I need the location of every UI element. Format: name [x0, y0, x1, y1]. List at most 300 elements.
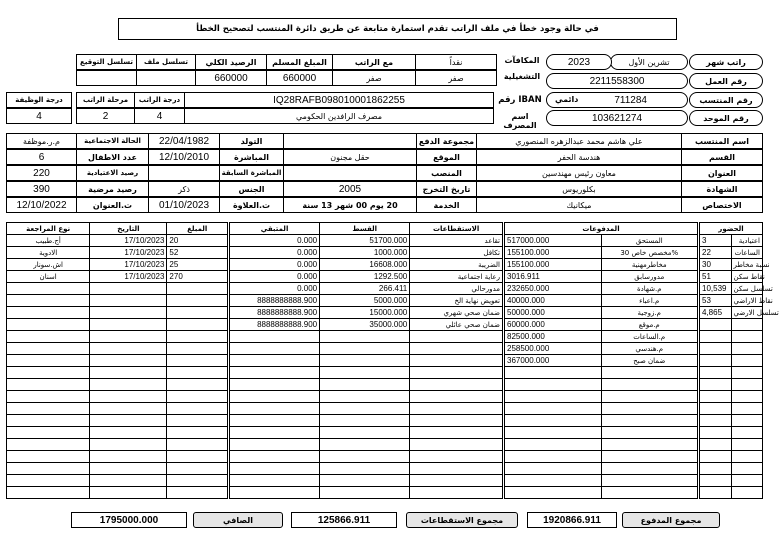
attendance-label: نقاط الاراضي [731, 295, 763, 307]
earnings-value: 155100.000 [505, 247, 602, 259]
table-row [700, 439, 763, 451]
earnings-value [505, 379, 602, 391]
attendance-value [700, 355, 732, 367]
dept-label: القسم [681, 149, 763, 165]
table-row [700, 463, 763, 475]
deduction-installment [320, 475, 410, 487]
attendance-value [700, 463, 732, 475]
ref-type [7, 403, 90, 415]
start-label: المباشرة [219, 149, 284, 165]
table-row [505, 439, 698, 451]
total-balance-label: الرصيد الكلي [195, 54, 267, 70]
table-row [505, 295, 698, 307]
attendance-label: نسبة مخاطر [731, 259, 763, 271]
earnings-value [505, 463, 602, 475]
raise-date-value: 01/10/2023 [148, 197, 220, 213]
marital-value: م.ر.موظفة [6, 133, 77, 149]
table-row [230, 343, 503, 355]
deduction-name: الضريبة [410, 259, 503, 271]
table-row [505, 283, 698, 295]
attendance-value [700, 439, 732, 451]
ref-amount [167, 463, 228, 475]
deduction-remaining: 0.000 [230, 271, 320, 283]
attendance-value: 10,539 [700, 283, 732, 295]
ref-date [90, 475, 167, 487]
deduction-name [410, 331, 503, 343]
deduction-name: مدورحالي [410, 283, 503, 295]
table-row [230, 331, 503, 343]
sign-seq-label: تسلسل التوقيع [76, 54, 137, 70]
ref-type [7, 295, 90, 307]
ref-type [7, 463, 90, 475]
operational-label: التشغيلية [503, 72, 541, 81]
ref-amount [167, 367, 228, 379]
file-seq-label: تسلسل ملف [136, 54, 196, 70]
member-no-label: رقم المنتسب [689, 92, 763, 108]
ref-amount [167, 403, 228, 415]
attendance-label [731, 391, 763, 403]
attendance-label: اعتيادية [731, 235, 763, 247]
cert-value: بكلوريوس [476, 181, 682, 197]
attendance-label [731, 343, 763, 355]
marital-label: الحالة الاجتماعية [76, 133, 149, 149]
table-row [230, 487, 503, 499]
bank-value: مصرف الرافدين الحكومي [184, 108, 494, 124]
earnings-name: ضمان صبح [601, 355, 698, 367]
attendance-label [731, 403, 763, 415]
table-row [7, 415, 228, 427]
position-label: المنصب [416, 165, 477, 181]
table-row [7, 283, 228, 295]
table-row [700, 487, 763, 499]
deduction-installment [320, 343, 410, 355]
iban-label: رقم IBAN [498, 95, 542, 105]
table-row [230, 451, 503, 463]
attendance-value [700, 487, 732, 499]
earnings-value: 517000.000 [505, 235, 602, 247]
table-row [505, 463, 698, 475]
earnings-value: 82500.000 [505, 331, 602, 343]
attendance-value [700, 343, 732, 355]
table-row [505, 343, 698, 355]
attendance-label [731, 451, 763, 463]
table-row [230, 463, 503, 475]
table-row [7, 475, 228, 487]
dept-value: هندسة الحفر [476, 149, 682, 165]
deduction-remaining [230, 463, 320, 475]
deduction-remaining [230, 343, 320, 355]
deduction-installment [320, 331, 410, 343]
table-row [230, 271, 503, 283]
bank-label: اسم المصرف [503, 112, 537, 130]
ref-amount [167, 283, 228, 295]
attendance-label [731, 439, 763, 451]
deduction-installment [320, 487, 410, 499]
attendance-label: تسلسل سكن [731, 283, 763, 295]
paid-amount-label: المبلغ المسلم [266, 54, 333, 70]
table-row [7, 319, 228, 331]
attendance-label [731, 427, 763, 439]
ref-date [90, 355, 167, 367]
deduction-remaining: 8888888888.900 [230, 295, 320, 307]
with-salary-label: مع الراتب [332, 54, 416, 70]
attendance-value [700, 451, 732, 463]
earnings-name [601, 427, 698, 439]
table-row [505, 271, 698, 283]
attendance-label: نقاط سكن [731, 271, 763, 283]
ref-date [90, 439, 167, 451]
ref-amount: 52 [167, 247, 228, 259]
table-row [700, 475, 763, 487]
table-row [700, 355, 763, 367]
ref-amount [167, 307, 228, 319]
earnings-value: 3016.911 [505, 271, 602, 283]
salary-grade-value: 4 [134, 108, 185, 124]
attendance-value [700, 379, 732, 391]
table-row [230, 403, 503, 415]
ref-date [90, 343, 167, 355]
birth-value: 22/04/1982 [148, 133, 220, 149]
attendance-value [700, 475, 732, 487]
table-row [7, 439, 228, 451]
earnings-name: المستحق [601, 235, 698, 247]
earnings-name [601, 463, 698, 475]
deduction-name [410, 403, 503, 415]
attendance-label [731, 415, 763, 427]
ref-amount [167, 319, 228, 331]
ref-date-header: التاريخ [90, 223, 167, 235]
grad-date-value: 2005 [283, 181, 417, 197]
deduction-name [410, 415, 503, 427]
ref-type [7, 475, 90, 487]
deduction-remaining: 0.000 [230, 235, 320, 247]
table-row [230, 427, 503, 439]
deduction-installment: 51700.000 [320, 235, 410, 247]
deduction-name: تقاعد [410, 235, 503, 247]
deduction-installment: 15000.000 [320, 307, 410, 319]
work-no-value: 2211558300 [546, 73, 688, 89]
earnings-name [601, 391, 698, 403]
deduction-installment: 1000.000 [320, 247, 410, 259]
earnings-name: مدورسابق [601, 271, 698, 283]
table-row [230, 367, 503, 379]
earnings-name: م.موقع [601, 319, 698, 331]
table-row [7, 427, 228, 439]
references-table [6, 222, 228, 499]
start-value: 12/10/2010 [148, 149, 220, 165]
deduction-installment [320, 451, 410, 463]
deductions-header: الاستقطاعات [410, 223, 503, 235]
normal-balance-value: 220 [6, 165, 77, 181]
ref-type [7, 427, 90, 439]
attendance-value: 3 [700, 235, 732, 247]
ref-amount [167, 451, 228, 463]
earnings-value: 40000.000 [505, 295, 602, 307]
table-row [7, 379, 228, 391]
table-row [505, 403, 698, 415]
earnings-name [601, 415, 698, 427]
earnings-name: م.شهادة [601, 283, 698, 295]
earnings-value: 155100.000 [505, 259, 602, 271]
ref-date [90, 307, 167, 319]
earnings-value [505, 403, 602, 415]
deduction-remaining [230, 367, 320, 379]
earnings-name: م.زوجية [601, 307, 698, 319]
attendance-value [700, 415, 732, 427]
deduction-installment [320, 355, 410, 367]
birth-label: التولد [219, 133, 284, 149]
attendance-label [731, 367, 763, 379]
attendance-value [700, 403, 732, 415]
table-row [230, 439, 503, 451]
ref-amount [167, 331, 228, 343]
deduction-installment: 35000.000 [320, 319, 410, 331]
deduction-installment [320, 427, 410, 439]
deduction-installment [320, 415, 410, 427]
deduction-remaining [230, 391, 320, 403]
member-no-value: 711284 [546, 92, 688, 108]
deduction-remaining: 0.000 [230, 283, 320, 295]
attendance-value: 4,865 [700, 307, 732, 319]
pay-group-label: مجموعة الدفع [416, 133, 477, 149]
attendance-table [699, 222, 779, 499]
table-row [7, 355, 228, 367]
ref-type: الادوية [7, 247, 90, 259]
pay-group-value [283, 133, 417, 149]
deduction-remaining [230, 355, 320, 367]
attendance-label [731, 379, 763, 391]
table-row [700, 379, 763, 391]
ref-type [7, 343, 90, 355]
earnings-name: مخصص خاص 30% [601, 247, 698, 259]
attendance-label [731, 355, 763, 367]
table-row [700, 343, 763, 355]
earnings-value [505, 487, 602, 499]
ref-date [90, 295, 167, 307]
member-kind: دائمي [555, 95, 579, 104]
deduction-name [410, 451, 503, 463]
table-row [230, 319, 503, 331]
salary-stage-value: 2 [76, 108, 135, 124]
job-grade-value: 4 [6, 108, 72, 124]
table-row [505, 427, 698, 439]
earnings-value: 232650.000 [505, 283, 602, 295]
deduction-remaining [230, 379, 320, 391]
deduction-name: ضمان صحي شهري [410, 307, 503, 319]
deduction-installment: 266.411 [320, 283, 410, 295]
table-row [7, 403, 228, 415]
sick-balance-label: رصيد مرضية [76, 181, 149, 197]
deduction-remaining [230, 475, 320, 487]
table-row [700, 367, 763, 379]
total-deductions-label: مجموع الاستقطاعات [406, 512, 518, 528]
earnings-name [601, 487, 698, 499]
ref-type [7, 379, 90, 391]
deduction-name [410, 355, 503, 367]
ref-date [90, 391, 167, 403]
ref-amount [167, 487, 228, 499]
table-row [230, 415, 503, 427]
deduction-installment [320, 367, 410, 379]
ref-date: 17/10/2023 [90, 235, 167, 247]
deduction-remaining [230, 487, 320, 499]
ref-date [90, 283, 167, 295]
attendance-label [731, 463, 763, 475]
deduction-remaining [230, 331, 320, 343]
spec-label: الاختصاص [681, 197, 763, 213]
table-row [7, 331, 228, 343]
earnings-value [505, 427, 602, 439]
table-row [505, 247, 698, 259]
cert-label: الشهادة [681, 181, 763, 197]
earnings-value: 60000.000 [505, 319, 602, 331]
deduction-remaining [230, 415, 320, 427]
deduction-remaining [230, 403, 320, 415]
table-row [7, 451, 228, 463]
table-row [700, 295, 763, 307]
earnings-name [601, 379, 698, 391]
table-row [230, 247, 503, 259]
attendance-label [731, 331, 763, 343]
children-value: 6 [6, 149, 77, 165]
remaining-header: المتبقي [230, 223, 320, 235]
earnings-name: م.الساعات [601, 331, 698, 343]
table-row [505, 355, 698, 367]
attendance-value: 51 [700, 271, 732, 283]
operational-value: صفر [415, 70, 497, 86]
table-row [700, 403, 763, 415]
ref-amount: 25 [167, 259, 228, 271]
bonus-cash: نقداً [415, 54, 497, 70]
ref-type [7, 415, 90, 427]
total-earnings-label: مجموع المدفوع [622, 512, 720, 528]
service-value: 20 يوم 00 شهر 13 سنة [283, 197, 417, 213]
table-row [7, 343, 228, 355]
title-label: العنوان [681, 165, 763, 181]
earnings-value [505, 391, 602, 403]
title-date-label: ت.العنوان [76, 197, 149, 213]
ref-type [7, 451, 90, 463]
table-row [505, 451, 698, 463]
ref-date: 17/10/2023 [90, 271, 167, 283]
ref-type [7, 283, 90, 295]
table-row [230, 295, 503, 307]
table-row [505, 475, 698, 487]
table-row [7, 367, 228, 379]
ref-date [90, 427, 167, 439]
ref-type [7, 355, 90, 367]
table-row [230, 355, 503, 367]
table-row [505, 235, 698, 247]
table-row [7, 463, 228, 475]
earnings-name: م.هندسي [601, 343, 698, 355]
table-row [700, 427, 763, 439]
deduction-remaining [230, 439, 320, 451]
deduction-remaining: 8888888888.900 [230, 307, 320, 319]
ref-date: 17/10/2023 [90, 247, 167, 259]
attendance-label [731, 475, 763, 487]
earnings-name: م.اعباء [601, 295, 698, 307]
attendance-label: تسلسل الارضي [731, 307, 763, 319]
table-row [700, 259, 763, 271]
earnings-value [505, 415, 602, 427]
table-row [700, 451, 763, 463]
earnings-name [601, 367, 698, 379]
table-row [505, 391, 698, 403]
ref-type [7, 307, 90, 319]
installment-header: القسط [320, 223, 410, 235]
deduction-remaining: 0.000 [230, 259, 320, 271]
earnings-table [504, 222, 698, 499]
attendance-value [700, 319, 732, 331]
paid-amount-value: 660000 [266, 70, 333, 86]
deduction-name [410, 367, 503, 379]
deduction-remaining: 8888888888.900 [230, 319, 320, 331]
earnings-name: مخاطرمهنية [601, 259, 698, 271]
ref-amount: 270 [167, 271, 228, 283]
ref-date [90, 451, 167, 463]
deduction-remaining: 0.000 [230, 247, 320, 259]
normal-balance-label: رصيد الاعتيادية [76, 165, 149, 181]
ref-type [7, 439, 90, 451]
table-row [230, 283, 503, 295]
deduction-name: تعويض نهاية الخ [410, 295, 503, 307]
attendance-value: 22 [700, 247, 732, 259]
total-deductions-value: 125866.911 [291, 512, 397, 528]
deduction-name [410, 475, 503, 487]
children-label: عدد الاطفال [76, 149, 149, 165]
table-row [230, 391, 503, 403]
attendance-header: الحضور [700, 223, 763, 235]
deduction-name: تكافل [410, 247, 503, 259]
ref-date [90, 415, 167, 427]
table-row [7, 487, 228, 499]
ref-amount [167, 391, 228, 403]
earnings-header: المدفوعات [505, 223, 698, 235]
table-row [230, 235, 503, 247]
ref-amount [167, 439, 228, 451]
ref-date [90, 319, 167, 331]
site-label: الموقع [416, 149, 477, 165]
attendance-label [731, 319, 763, 331]
table-row [700, 415, 763, 427]
earnings-value [505, 451, 602, 463]
ref-type: اش.سونار [7, 259, 90, 271]
table-row [505, 331, 698, 343]
unified-no-value: 103621274 [546, 110, 688, 126]
ref-date [90, 463, 167, 475]
work-no-label: رقم العمل [689, 73, 763, 89]
earnings-value [505, 439, 602, 451]
gender-label: الجنس [219, 181, 284, 197]
deductions-table [229, 222, 503, 499]
deduction-installment: 5000.000 [320, 295, 410, 307]
ref-date [90, 379, 167, 391]
earnings-value [505, 367, 602, 379]
attendance-value [700, 391, 732, 403]
deduction-installment: 16608.000 [320, 259, 410, 271]
prev-start-label: المباشرة السابقة [219, 165, 284, 181]
table-row [505, 415, 698, 427]
file-seq-value [136, 70, 196, 86]
earnings-name [601, 475, 698, 487]
deduction-installment [320, 379, 410, 391]
salary-month-value: تشرين الأول [610, 54, 688, 70]
grad-date-label: تاريخ التخرج [416, 181, 477, 197]
year-value: 2023 [546, 54, 612, 70]
deduction-name [410, 463, 503, 475]
ref-amount [167, 343, 228, 355]
